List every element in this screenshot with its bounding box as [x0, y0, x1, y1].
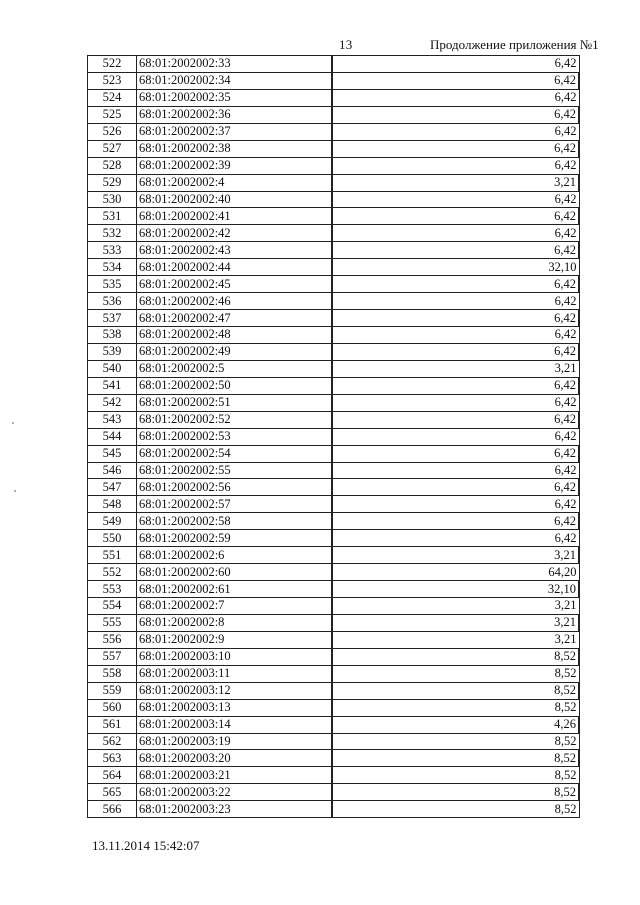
- row-number: 546: [88, 462, 137, 479]
- table-row: [88, 767, 580, 784]
- row-number: 554: [88, 598, 137, 615]
- table-row: [88, 462, 580, 479]
- row-value: 8,52: [332, 665, 579, 682]
- row-value: 8,52: [332, 801, 579, 818]
- cadastral-number: 68:01:2002002:55: [137, 462, 333, 479]
- row-number: 534: [88, 259, 137, 276]
- table-row: [88, 614, 580, 631]
- row-number: 525: [88, 106, 137, 123]
- table-row: [88, 157, 580, 174]
- table-row: [88, 513, 580, 530]
- row-number: 538: [88, 327, 137, 344]
- table-row: [88, 411, 580, 428]
- row-number: 527: [88, 140, 137, 157]
- row-value: 6,42: [332, 377, 579, 394]
- cadastral-number: 68:01:2002003:10: [137, 648, 333, 665]
- cadastral-number: 68:01:2002002:50: [137, 377, 333, 394]
- cadastral-number: 68:01:2002002:51: [137, 394, 333, 411]
- table-row: [88, 174, 580, 191]
- row-number: 522: [88, 56, 137, 73]
- table-row: [88, 496, 580, 513]
- table-row: [88, 72, 580, 89]
- registry-table: [87, 55, 580, 818]
- table-row: [88, 598, 580, 615]
- table-row: [88, 343, 580, 360]
- table-row: [88, 784, 580, 801]
- table-row: [88, 801, 580, 818]
- row-value: 3,21: [332, 547, 579, 564]
- continuation-heading: Продолжение приложения №1: [430, 37, 599, 52]
- cadastral-number: 68:01:2002003:19: [137, 733, 333, 750]
- row-value: 8,52: [332, 699, 579, 716]
- page-number: 13: [339, 37, 353, 52]
- table-row: [88, 106, 580, 123]
- table-row: [88, 530, 580, 547]
- cadastral-number: 68:01:2002002:61: [137, 581, 333, 598]
- row-number: 536: [88, 293, 137, 310]
- cadastral-number: 68:01:2002002:44: [137, 259, 333, 276]
- table-row: [88, 547, 580, 564]
- row-number: 557: [88, 648, 137, 665]
- row-value: 4,26: [332, 716, 579, 733]
- row-number: 545: [88, 445, 137, 462]
- row-value: 6,42: [332, 343, 579, 360]
- row-value: 3,21: [332, 598, 579, 615]
- row-value: 6,42: [332, 191, 579, 208]
- row-value: 8,52: [332, 733, 579, 750]
- row-number: 560: [88, 699, 137, 716]
- row-value: 6,42: [332, 140, 579, 157]
- row-value: 6,42: [332, 462, 579, 479]
- cadastral-number: 68:01:2002002:42: [137, 225, 333, 242]
- table-row: [88, 310, 580, 327]
- cadastral-number: 68:01:2002002:38: [137, 140, 333, 157]
- table-row: [88, 750, 580, 767]
- cadastral-number: 68:01:2002003:23: [137, 801, 333, 818]
- cadastral-number: 68:01:2002002:56: [137, 479, 333, 496]
- cadastral-number: 68:01:2002003:11: [137, 665, 333, 682]
- registry-table-body: [88, 56, 580, 818]
- row-number: 524: [88, 89, 137, 106]
- table-row: [88, 564, 580, 581]
- row-number: 561: [88, 716, 137, 733]
- row-value: 3,21: [332, 631, 579, 648]
- table-row: [88, 208, 580, 225]
- row-number: 541: [88, 377, 137, 394]
- cadastral-number: 68:01:2002002:5: [137, 360, 333, 377]
- table-row: [88, 428, 580, 445]
- row-value: 6,42: [332, 106, 579, 123]
- row-number: 548: [88, 496, 137, 513]
- table-row: [88, 56, 580, 73]
- cadastral-number: 68:01:2002002:58: [137, 513, 333, 530]
- row-number: 530: [88, 191, 137, 208]
- cadastral-number: 68:01:2002002:48: [137, 327, 333, 344]
- cadastral-number: 68:01:2002003:21: [137, 767, 333, 784]
- table-row: [88, 394, 580, 411]
- row-value: 3,21: [332, 174, 579, 191]
- row-number: 540: [88, 360, 137, 377]
- table-row: [88, 276, 580, 293]
- table-row: [88, 293, 580, 310]
- row-value: 6,42: [332, 157, 579, 174]
- cadastral-number: 68:01:2002003:14: [137, 716, 333, 733]
- row-value: 8,52: [332, 767, 579, 784]
- row-number: 550: [88, 530, 137, 547]
- scan-speck: [14, 490, 16, 492]
- table-row: [88, 191, 580, 208]
- row-number: 566: [88, 801, 137, 818]
- table-row: [88, 327, 580, 344]
- row-value: 6,42: [332, 225, 579, 242]
- cadastral-number: 68:01:2002002:47: [137, 310, 333, 327]
- table-row: [88, 682, 580, 699]
- table-row: [88, 259, 580, 276]
- table-row: [88, 699, 580, 716]
- row-number: 556: [88, 631, 137, 648]
- row-value: 6,42: [332, 72, 579, 89]
- row-number: 563: [88, 750, 137, 767]
- row-number: 564: [88, 767, 137, 784]
- table-row: [88, 377, 580, 394]
- row-number: 553: [88, 581, 137, 598]
- cadastral-number: 68:01:2002003:20: [137, 750, 333, 767]
- row-number: 565: [88, 784, 137, 801]
- row-number: 526: [88, 123, 137, 140]
- cadastral-number: 68:01:2002003:12: [137, 682, 333, 699]
- table-row: [88, 631, 580, 648]
- row-value: 6,42: [332, 293, 579, 310]
- cadastral-number: 68:01:2002002:46: [137, 293, 333, 310]
- row-number: 533: [88, 242, 137, 259]
- row-value: 3,21: [332, 360, 579, 377]
- row-value: 6,42: [332, 276, 579, 293]
- row-number: 559: [88, 682, 137, 699]
- cadastral-number: 68:01:2002002:39: [137, 157, 333, 174]
- row-number: 544: [88, 428, 137, 445]
- row-number: 531: [88, 208, 137, 225]
- cadastral-number: 68:01:2002002:34: [137, 72, 333, 89]
- cadastral-number: 68:01:2002003:22: [137, 784, 333, 801]
- cadastral-number: 68:01:2002002:8: [137, 614, 333, 631]
- row-number: 558: [88, 665, 137, 682]
- row-value: 32,10: [332, 581, 579, 598]
- table-row: [88, 665, 580, 682]
- row-value: 6,42: [332, 310, 579, 327]
- row-value: 6,42: [332, 242, 579, 259]
- row-number: 555: [88, 614, 137, 631]
- table-row: [88, 479, 580, 496]
- scan-speck: [12, 422, 14, 424]
- row-value: 8,52: [332, 750, 579, 767]
- cadastral-number: 68:01:2002002:37: [137, 123, 333, 140]
- row-value: 6,42: [332, 445, 579, 462]
- table-row: [88, 140, 580, 157]
- cadastral-number: 68:01:2002002:49: [137, 343, 333, 360]
- table-row: [88, 733, 580, 750]
- print-timestamp: 13.11.2014 15:42:07: [92, 838, 200, 853]
- row-value: 8,52: [332, 648, 579, 665]
- cadastral-number: 68:01:2002002:7: [137, 598, 333, 615]
- row-value: 6,42: [332, 496, 579, 513]
- table-row: [88, 242, 580, 259]
- row-number: 542: [88, 394, 137, 411]
- table-row: [88, 89, 580, 106]
- table-row: [88, 581, 580, 598]
- cadastral-number: 68:01:2002002:52: [137, 411, 333, 428]
- row-value: 3,21: [332, 614, 579, 631]
- row-value: 6,42: [332, 208, 579, 225]
- cadastral-number: 68:01:2002002:33: [137, 56, 333, 73]
- row-value: 6,42: [332, 56, 579, 73]
- cadastral-number: 68:01:2002002:40: [137, 191, 333, 208]
- row-number: 523: [88, 72, 137, 89]
- row-number: 547: [88, 479, 137, 496]
- table-row: [88, 360, 580, 377]
- cadastral-number: 68:01:2002002:9: [137, 631, 333, 648]
- table-row: [88, 225, 580, 242]
- cadastral-number: 68:01:2002002:6: [137, 547, 333, 564]
- row-number: 543: [88, 411, 137, 428]
- cadastral-number: 68:01:2002002:57: [137, 496, 333, 513]
- row-value: 6,42: [332, 530, 579, 547]
- row-value: 32,10: [332, 259, 579, 276]
- cadastral-number: 68:01:2002002:36: [137, 106, 333, 123]
- row-number: 549: [88, 513, 137, 530]
- row-value: 8,52: [332, 784, 579, 801]
- cadastral-number: 68:01:2002002:59: [137, 530, 333, 547]
- cadastral-number: 68:01:2002002:43: [137, 242, 333, 259]
- row-value: 6,42: [332, 411, 579, 428]
- cadastral-number: 68:01:2002002:53: [137, 428, 333, 445]
- row-value: 6,42: [332, 394, 579, 411]
- cadastral-number: 68:01:2002002:35: [137, 89, 333, 106]
- row-number: 528: [88, 157, 137, 174]
- cadastral-number: 68:01:2002002:4: [137, 174, 333, 191]
- row-value: 6,42: [332, 428, 579, 445]
- row-number: 529: [88, 174, 137, 191]
- row-value: 8,52: [332, 682, 579, 699]
- row-value: 6,42: [332, 479, 579, 496]
- row-value: 6,42: [332, 123, 579, 140]
- row-number: 562: [88, 733, 137, 750]
- table-row: [88, 123, 580, 140]
- row-value: 6,42: [332, 513, 579, 530]
- row-number: 532: [88, 225, 137, 242]
- row-number: 551: [88, 547, 137, 564]
- cadastral-number: 68:01:2002002:41: [137, 208, 333, 225]
- table-row: [88, 648, 580, 665]
- row-value: 6,42: [332, 327, 579, 344]
- table-row: [88, 445, 580, 462]
- row-number: 552: [88, 564, 137, 581]
- table-row: [88, 716, 580, 733]
- cadastral-number: 68:01:2002003:13: [137, 699, 333, 716]
- cadastral-number: 68:01:2002002:45: [137, 276, 333, 293]
- cadastral-number: 68:01:2002002:54: [137, 445, 333, 462]
- row-number: 537: [88, 310, 137, 327]
- row-number: 535: [88, 276, 137, 293]
- row-number: 539: [88, 343, 137, 360]
- row-value: 6,42: [332, 89, 579, 106]
- cadastral-number: 68:01:2002002:60: [137, 564, 333, 581]
- row-value: 64,20: [332, 564, 579, 581]
